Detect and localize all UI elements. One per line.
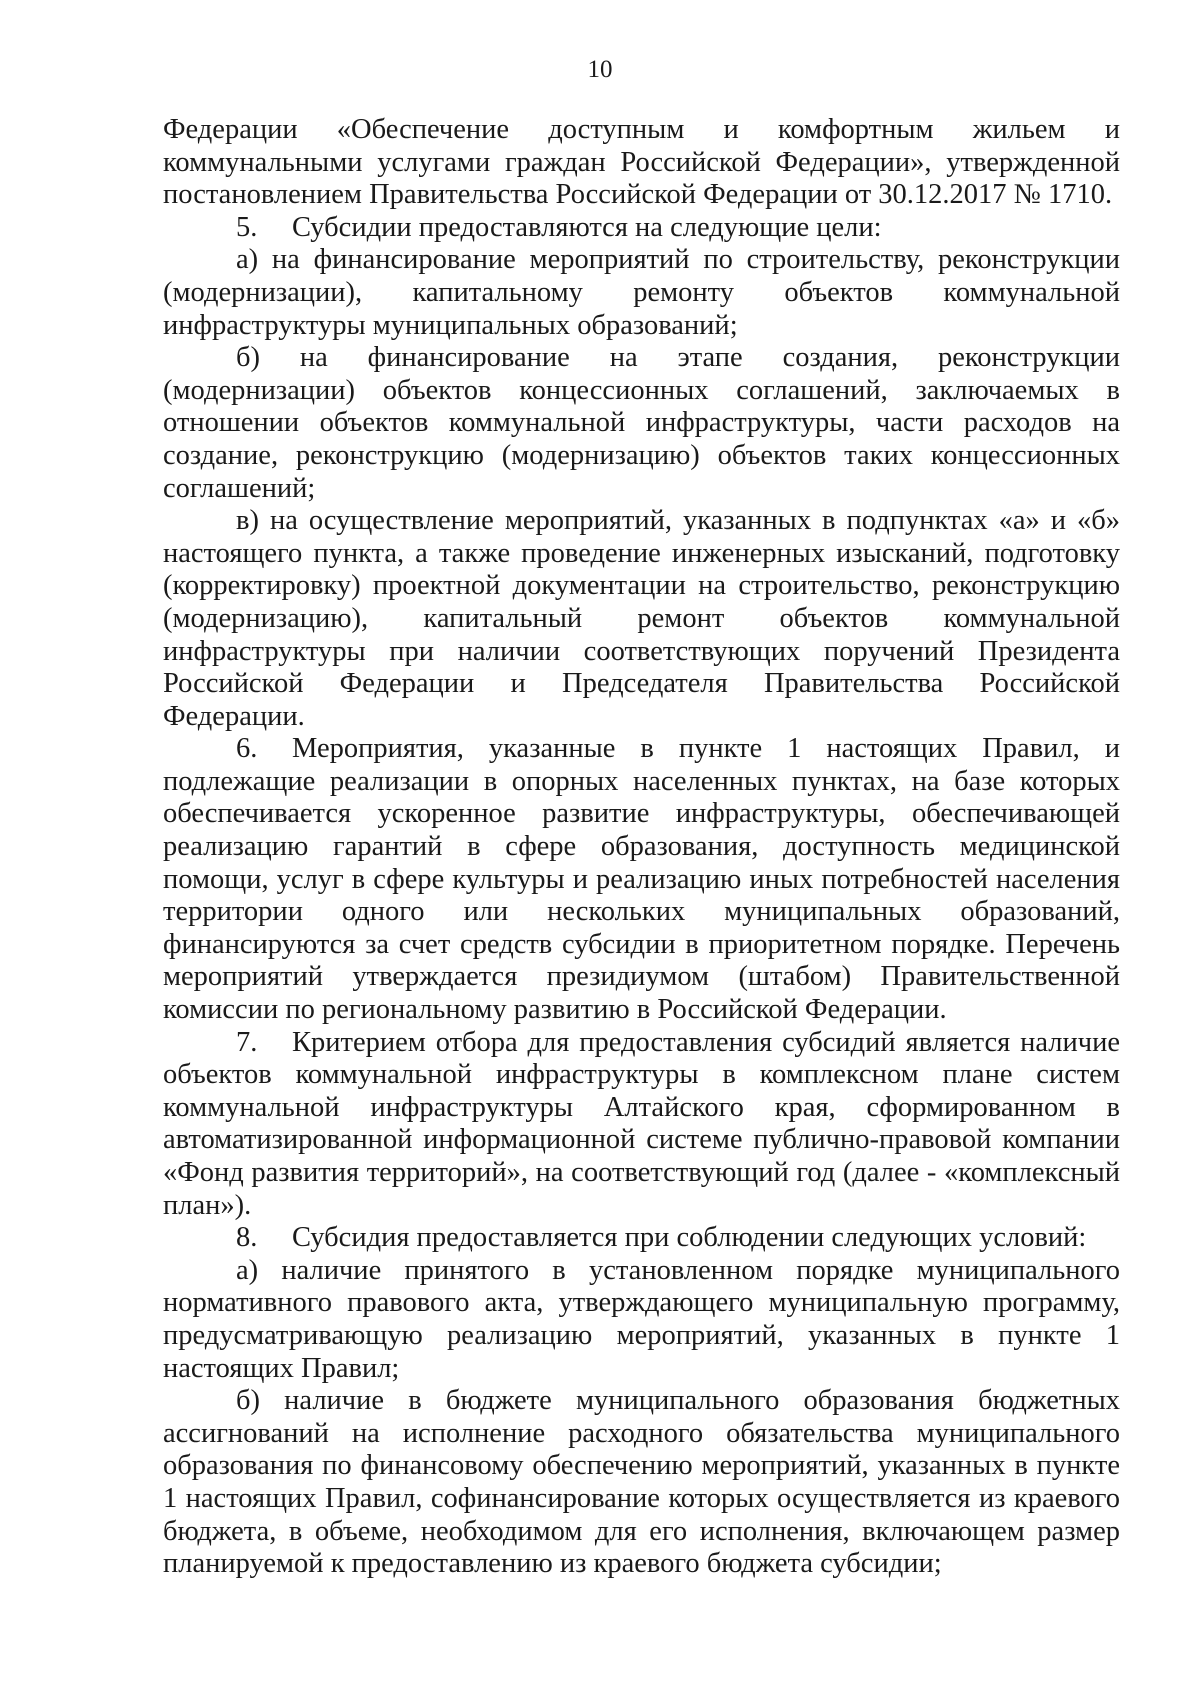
item-number: 6.: [236, 733, 258, 765]
paragraph-item-6: [163, 733, 1120, 1026]
subparagraph-8a: [163, 1255, 1120, 1385]
document-body: [163, 114, 1120, 1581]
paragraph-text: б) наличие в бюджете муниципального образования бюджетных ассигнований на исполнение расходного обязательства муниципального образования по финансовому обеспечению мероприятий, указанных в пункте 1 настоящих Правил, софинансирование которых осуществляется из краевого бюджета, в объеме, необходимом для его исполнения, включающем размер планируемой к предоставлению из краевого бюджета субсидии;: [163, 1385, 1120, 1580]
paragraph-text: Субсидия предоставляется при соблюдении следующих условий:: [292, 1222, 1087, 1254]
paragraph-text: Федерации «Обеспечение доступным и комфортным жильем и коммунальными услугами граждан Российской Федерации», утвержденной постановлением Правительства Российской Федерации от 30.12.2017 № 1710.: [163, 114, 1120, 211]
paragraph-item-8: [163, 1222, 1120, 1255]
item-number: 8.: [236, 1222, 258, 1254]
paragraph-item-7: [163, 1027, 1120, 1223]
paragraph-text: в) на осуществление мероприятий, указанных в подпунктах «а» и «б» настоящего пункта, а также проведение инженерных изысканий, подготовку (корректировку) проектной документации на строительство, реконструкцию (модернизацию), капитальный ремонт объектов коммунальной инфраструктуры при наличии соответствующих поручений Президента Российской Федерации и Председателя Правительства Российской Федерации.: [163, 505, 1120, 732]
subparagraph-5c: [163, 505, 1120, 733]
item-number: 5.: [236, 211, 258, 243]
item-number: 7.: [236, 1026, 258, 1058]
paragraph-item-5: [163, 212, 1120, 245]
paragraph-text: Критерием отбора для предоставления субсидий является наличие объектов коммунальной инфраструктуры в комплексном плане систем коммунальной инфраструктуры Алтайского края, сформированном в автоматизированной информационной системе публично-правовой компании «Фонд развития территорий», на соответствующий год (далее - «комплексный план»).: [163, 1026, 1120, 1221]
paragraph-continuation: [163, 114, 1120, 212]
subparagraph-8b: [163, 1385, 1120, 1581]
paragraph-text: б) на финансирование на этапе создания, реконструкции (модернизации) объектов концессионных соглашений, заключаемых в отношении объектов коммунальной инфраструктуры, части расходов на создание, реконструкцию (модернизацию) объектов таких концессионных соглашений;: [163, 342, 1120, 504]
page-number: 10: [587, 56, 613, 83]
paragraph-text: Мероприятия, указанные в пункте 1 настоящих Правил, и подлежащие реализации в опорных населенных пунктах, на базе которых обеспечивается ускоренное развитие инфраструктуры, обеспечивающей реализацию гарантий в сфере образования, доступность медицинской помощи, услуг в сфере культуры и реализацию иных потребностей населения территории одного или нескольких муниципальных образований, финансируются за счет средств субсидии в приоритетном порядке. Перечень мероприятий утверждается президиумом (штабом) Правительственной комиссии по региональному развитию в Российской Федерации.: [163, 733, 1120, 1026]
subparagraph-5a: [163, 244, 1120, 342]
paragraph-text: а) на финансирование мероприятий по строительству, реконструкции (модернизации), капитальному ремонту объектов коммунальной инфраструктуры муниципальных образований;: [163, 244, 1120, 341]
subparagraph-5b: [163, 342, 1120, 505]
paragraph-text: Субсидии предоставляются на следующие цели:: [292, 211, 882, 243]
paragraph-text: а) наличие принятого в установленном порядке муниципального нормативного правового акта, утверждающего муниципальную программу, предусматривающую реализацию мероприятий, указанных в пункте 1 настоящих Правил;: [163, 1254, 1120, 1384]
